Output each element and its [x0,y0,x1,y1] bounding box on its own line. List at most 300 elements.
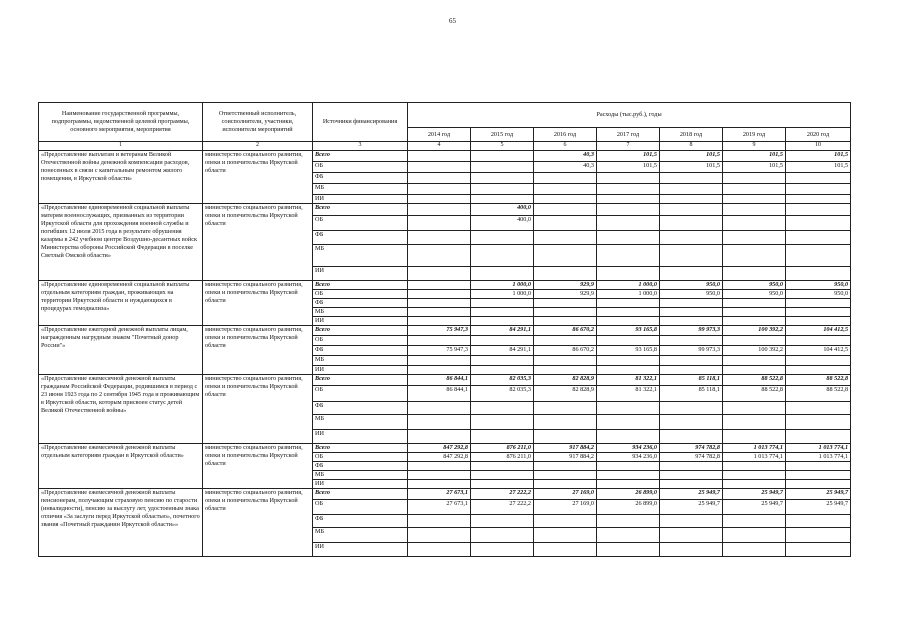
expense-value: 876 211,0 [471,452,534,461]
expense-value [534,470,597,479]
funding-source: Всего [313,151,408,162]
expense-value [597,401,660,414]
expense-value: 400,0 [471,203,534,215]
expense-value [660,203,723,215]
expense-value [408,527,471,542]
expense-value [723,414,786,429]
expense-value: 25 949,7 [723,488,786,499]
expense-value [660,470,723,479]
expense-value [534,401,597,414]
expense-value [534,173,597,184]
expense-value [723,203,786,215]
expense-value [408,173,471,184]
column-number: 7 [597,142,660,151]
expense-value [660,307,723,316]
expense-value [471,461,534,470]
expense-value [534,479,597,488]
expense-value: 25 949,7 [786,488,851,499]
executor: министерство социального развития, опеки и попечительства Иркутской области [203,374,313,443]
expense-value: 950,0 [723,289,786,298]
expense-value [786,542,851,556]
funding-source: ОБ [313,452,408,461]
funding-source: Всего [313,325,408,335]
table-row [39,325,851,335]
expense-value [660,514,723,527]
expense-value: 75 947,3 [408,345,471,355]
expense-value: 88 522,8 [723,374,786,385]
expense-value [408,203,471,215]
expense-value: 25 949,7 [660,488,723,499]
expense-value [471,162,534,173]
expense-value [723,401,786,414]
expense-value [408,429,471,443]
expense-value [660,316,723,325]
expense-value [597,470,660,479]
expense-value [471,195,534,204]
expense-value: 101,5 [597,162,660,173]
expense-value: 82 828,9 [534,385,597,401]
expense-value: 27 673,1 [408,488,471,499]
expense-value [597,266,660,280]
expense-value: 93 165,8 [597,345,660,355]
expense-value [534,461,597,470]
expense-value [786,414,851,429]
expense-value [534,298,597,307]
expense-value: 1 000,0 [597,289,660,298]
expense-value: 101,5 [660,151,723,162]
expense-value: 1 000,0 [471,280,534,289]
expense-value: 847 292,8 [408,452,471,461]
expense-value: 950,0 [660,280,723,289]
expense-value: 93 165,8 [597,325,660,335]
expense-value: 1 013 774,1 [723,452,786,461]
expense-value [597,215,660,230]
expense-value [723,173,786,184]
expense-value [408,307,471,316]
expense-value [471,514,534,527]
expense-value [471,244,534,266]
expense-value: 85 118,1 [660,374,723,385]
column-number: 6 [534,142,597,151]
expense-value [723,542,786,556]
expense-value: 40,3 [534,151,597,162]
expense-value [786,266,851,280]
expense-value: 27 222,2 [471,499,534,514]
expense-value [786,479,851,488]
header-year: 2018 год [660,128,723,142]
expense-value: 950,0 [786,289,851,298]
column-number: 2 [203,142,313,151]
table-header [39,103,851,142]
column-number: 5 [471,142,534,151]
funding-source: ОБ [313,162,408,173]
expense-value [786,461,851,470]
expense-value [471,365,534,374]
expense-value [471,401,534,414]
expense-value [723,479,786,488]
expense-value: 1 000,0 [597,280,660,289]
expense-value: 84 291,1 [471,325,534,335]
funding-source: МБ [313,355,408,365]
expense-value [597,365,660,374]
funding-source: ФБ [313,345,408,355]
expense-value [408,365,471,374]
expense-value [408,184,471,195]
expense-value: 27 169,0 [534,488,597,499]
expense-value: 25 949,7 [723,499,786,514]
expense-value [723,461,786,470]
expense-value [471,151,534,162]
expense-value [786,514,851,527]
expense-value: 88 522,8 [786,385,851,401]
funding-source: Всего [313,280,408,289]
funding-source: МБ [313,307,408,316]
program-name: «Предоставление ежемесячной денежной выплаты гражданам Российской Федерации, родившимся в период с 23 июня 1923 года по 2 сентября 1945 года и проживающим в Иркутской области, которым присвоен статус детей Великой Отечественной войны» [39,374,203,443]
expense-value: 86 844,1 [408,374,471,385]
executor: министерство социального развития, опеки и попечительства Иркутской области [203,151,313,204]
expense-value [534,365,597,374]
header-year: 2020 год [786,128,851,142]
expense-value [471,184,534,195]
expense-value [534,542,597,556]
expense-value [786,365,851,374]
expense-value [534,335,597,345]
funding-source: МБ [313,470,408,479]
expense-value [597,479,660,488]
header-year: 2015 год [471,128,534,142]
expense-value [723,195,786,204]
expense-value [597,429,660,443]
expense-value [786,215,851,230]
expense-value [660,461,723,470]
header-executor: Ответственный исполнитель, соисполнители, участники, исполнители мероприятий [203,103,313,142]
expense-value [597,307,660,316]
funding-source: ФБ [313,514,408,527]
column-number: 9 [723,142,786,151]
program-name: «Предоставление выплатам и ветеранам Великой Отечественной войны денежной компенсации расходов, понесенных в связи с капитальным ремонтом жилого помещения, в Иркутской области» [39,151,203,204]
expense-value: 917 884,2 [534,452,597,461]
expense-value: 27 222,2 [471,488,534,499]
expense-value [786,401,851,414]
expense-value [723,316,786,325]
expense-value [408,514,471,527]
expense-value [408,355,471,365]
expense-value: 82 828,9 [534,374,597,385]
expense-value: 950,0 [786,280,851,289]
expense-value [660,266,723,280]
funding-source: ИИ [313,316,408,325]
expense-value [723,266,786,280]
expense-value [408,479,471,488]
expense-value: 82 035,3 [471,374,534,385]
table-row [39,374,851,385]
expense-value [534,184,597,195]
expense-value [471,266,534,280]
expense-value [534,230,597,244]
expense-value [786,316,851,325]
funding-source: ИИ [313,195,408,204]
expense-value: 934 236,0 [597,452,660,461]
expense-value: 99 973,3 [660,325,723,335]
expense-value [660,355,723,365]
expense-value: 40,3 [534,162,597,173]
header-year: 2017 год [597,128,660,142]
expense-value: 400,0 [471,215,534,230]
expense-value [660,298,723,307]
expense-value [660,429,723,443]
expense-value: 974 782,8 [660,452,723,461]
expense-value: 847 292,8 [408,443,471,452]
funding-source: ФБ [313,173,408,184]
expense-value: 929,9 [534,280,597,289]
expense-value [408,298,471,307]
expense-value: 81 322,1 [597,385,660,401]
expense-value: 100 392,2 [723,345,786,355]
expense-value [723,215,786,230]
program-name: «Предоставление единовременной социальной выплаты отдельным категориям граждан, проживающих на территории Иркутской области и нуждающихся в процедурах гемодиализа» [39,280,203,325]
expense-value [471,429,534,443]
expense-value: 85 118,1 [660,385,723,401]
expense-value [723,244,786,266]
expense-value: 99 973,3 [660,345,723,355]
funding-source: ИИ [313,479,408,488]
funding-source: ОБ [313,215,408,230]
header-program: Наименование государственной программы, подпрограммы, ведомственной целевой программы, основного мероприятия, мероприятия [39,103,203,142]
expense-value [597,173,660,184]
funding-source: ОБ [313,499,408,514]
page-number: 65 [449,17,456,25]
expense-value [534,514,597,527]
expense-value [471,355,534,365]
funding-source: МБ [313,244,408,266]
funding-source: ОБ [313,335,408,345]
program-name: «Предоставление единовременной социальной выплаты матерям военнослужащих, призванных из территории Иркутской области для прохождения военной службы и погибших 12 июля 2015 года в результате обрушения казармы в 242 учебном центре Воздушно-десантных войск Министерства обороны Российской Федерации в поселке Светлый Омской области» [39,203,203,280]
expense-value: 1 013 774,1 [786,452,851,461]
expense-value: 950,0 [723,280,786,289]
expense-value: 84 291,1 [471,345,534,355]
expense-value [408,230,471,244]
expense-value [660,335,723,345]
expense-value [786,230,851,244]
header-year: 2014 год [408,128,471,142]
header-year: 2019 год [723,128,786,142]
expense-value [723,527,786,542]
expense-value [660,527,723,542]
expense-value [597,335,660,345]
expense-value: 104 412,5 [786,325,851,335]
expense-value: 929,9 [534,289,597,298]
expense-value [660,173,723,184]
expense-value: 88 522,8 [786,374,851,385]
executor: министерство социального развития, опеки и попечительства Иркутской области [203,443,313,488]
expense-value [660,542,723,556]
expense-value [786,355,851,365]
expense-value: 1 013 774,1 [723,443,786,452]
expense-value [534,244,597,266]
expense-value: 27 673,1 [408,499,471,514]
expense-value [786,244,851,266]
expense-value [471,479,534,488]
program-name: «Предоставление ежегодной денежной выплаты лицам, награжденным нагрудным знаком "Почетный донор России"» [39,325,203,374]
expense-value [471,470,534,479]
executor: министерство социального развития, опеки и попечительства Иркутской области [203,280,313,325]
expense-value [786,429,851,443]
expense-value [597,527,660,542]
expense-value: 101,5 [786,162,851,173]
expense-value: 101,5 [723,151,786,162]
expense-value: 1 013 774,1 [786,443,851,452]
expense-value [471,335,534,345]
expense-value [408,195,471,204]
column-number: 1 [39,142,203,151]
expense-value [408,316,471,325]
funding-source: ФБ [313,401,408,414]
expense-value [723,230,786,244]
expense-value [408,151,471,162]
expense-value [408,162,471,173]
expense-value [597,203,660,215]
expense-value [408,215,471,230]
funding-source: Всего [313,374,408,385]
expense-value: 917 884,2 [534,443,597,452]
expense-value [723,355,786,365]
expense-value: 27 169,0 [534,499,597,514]
executor: министерство социального развития, опеки и попечительства Иркутской области [203,203,313,280]
expense-value [786,307,851,316]
expense-value [723,335,786,345]
expense-value [534,527,597,542]
expense-value [534,429,597,443]
expense-value [723,298,786,307]
expense-value: 86 670,2 [534,325,597,335]
funding-source: МБ [313,414,408,429]
funding-source: ОБ [313,385,408,401]
expense-value: 934 236,0 [597,443,660,452]
header-source: Источники финансирования [313,103,408,142]
expense-value [597,298,660,307]
expense-value: 974 782,8 [660,443,723,452]
expense-value: 82 035,3 [471,385,534,401]
expense-value [660,414,723,429]
expense-value [597,244,660,266]
table-body [39,142,851,557]
expense-value: 26 899,0 [597,488,660,499]
expense-value: 101,5 [786,151,851,162]
funding-source: Всего [313,443,408,452]
expense-value [723,365,786,374]
header-year: 2016 год [534,128,597,142]
expense-value [723,307,786,316]
funding-source: ФБ [313,298,408,307]
expense-value: 81 322,1 [597,374,660,385]
expense-value: 1 000,0 [471,289,534,298]
column-number: 10 [786,142,851,151]
table-row [39,488,851,499]
expense-value: 26 899,0 [597,499,660,514]
executor: министерство социального развития, опеки и попечительства Иркутской области [203,488,313,556]
funding-source: ИИ [313,266,408,280]
expense-value [534,195,597,204]
expense-value [408,470,471,479]
expense-value [786,195,851,204]
expense-value [408,280,471,289]
expense-value: 950,0 [660,289,723,298]
expense-value [660,365,723,374]
expense-value [786,173,851,184]
expense-value [597,414,660,429]
expense-value [471,316,534,325]
funding-source: ОБ [313,289,408,298]
expense-value: 876 211,0 [471,443,534,452]
expense-value [660,184,723,195]
expense-value [597,461,660,470]
expense-value [723,470,786,479]
budget-table [38,102,851,557]
expense-value [408,289,471,298]
expense-value: 25 949,7 [660,499,723,514]
column-number: 4 [408,142,471,151]
expense-value [408,244,471,266]
expense-value [471,307,534,316]
expense-value: 86 844,1 [408,385,471,401]
expense-value: 75 947,3 [408,325,471,335]
expense-value [786,527,851,542]
column-number: 8 [660,142,723,151]
expense-value: 101,5 [597,151,660,162]
expense-value [471,527,534,542]
expense-value [408,542,471,556]
funding-source: ИИ [313,365,408,374]
expense-value [660,230,723,244]
funding-source: ФБ [313,461,408,470]
expense-value [597,316,660,325]
expense-value [723,429,786,443]
funding-source: ИИ [313,542,408,556]
expense-value [597,542,660,556]
expense-value [597,355,660,365]
expense-value [534,414,597,429]
expense-value [786,298,851,307]
expense-value [408,461,471,470]
expense-value [408,335,471,345]
expense-value: 25 949,7 [786,499,851,514]
expense-value: 100 392,2 [723,325,786,335]
expense-value [597,184,660,195]
funding-source: Всего [313,203,408,215]
expense-value [471,298,534,307]
expense-value [660,215,723,230]
program-name: «Предоставление ежемесячной денежной выплаты пенсионерам, получающим страховую пенсию по старости (инвалидности), пенсию за выслугу лет, удостоенным знака отличия «За заслуги перед Иркутской областью», почетного звания «Почетный гражданин Иркутской области»» [39,488,203,556]
funding-source: ИИ [313,429,408,443]
expense-value: 104 412,5 [786,345,851,355]
expense-value: 101,5 [723,162,786,173]
expense-value [534,203,597,215]
expense-value [471,542,534,556]
table-row [39,151,851,162]
expense-value [660,479,723,488]
column-numbers-row [39,142,851,151]
expense-value [408,266,471,280]
expense-value [786,470,851,479]
table-row [39,203,851,215]
executor: министерство социального развития, опеки и попечительства Иркутской области [203,325,313,374]
funding-source: МБ [313,527,408,542]
expense-value [597,514,660,527]
expense-value [786,203,851,215]
expense-value [408,414,471,429]
expense-value [786,335,851,345]
funding-source: МБ [313,184,408,195]
